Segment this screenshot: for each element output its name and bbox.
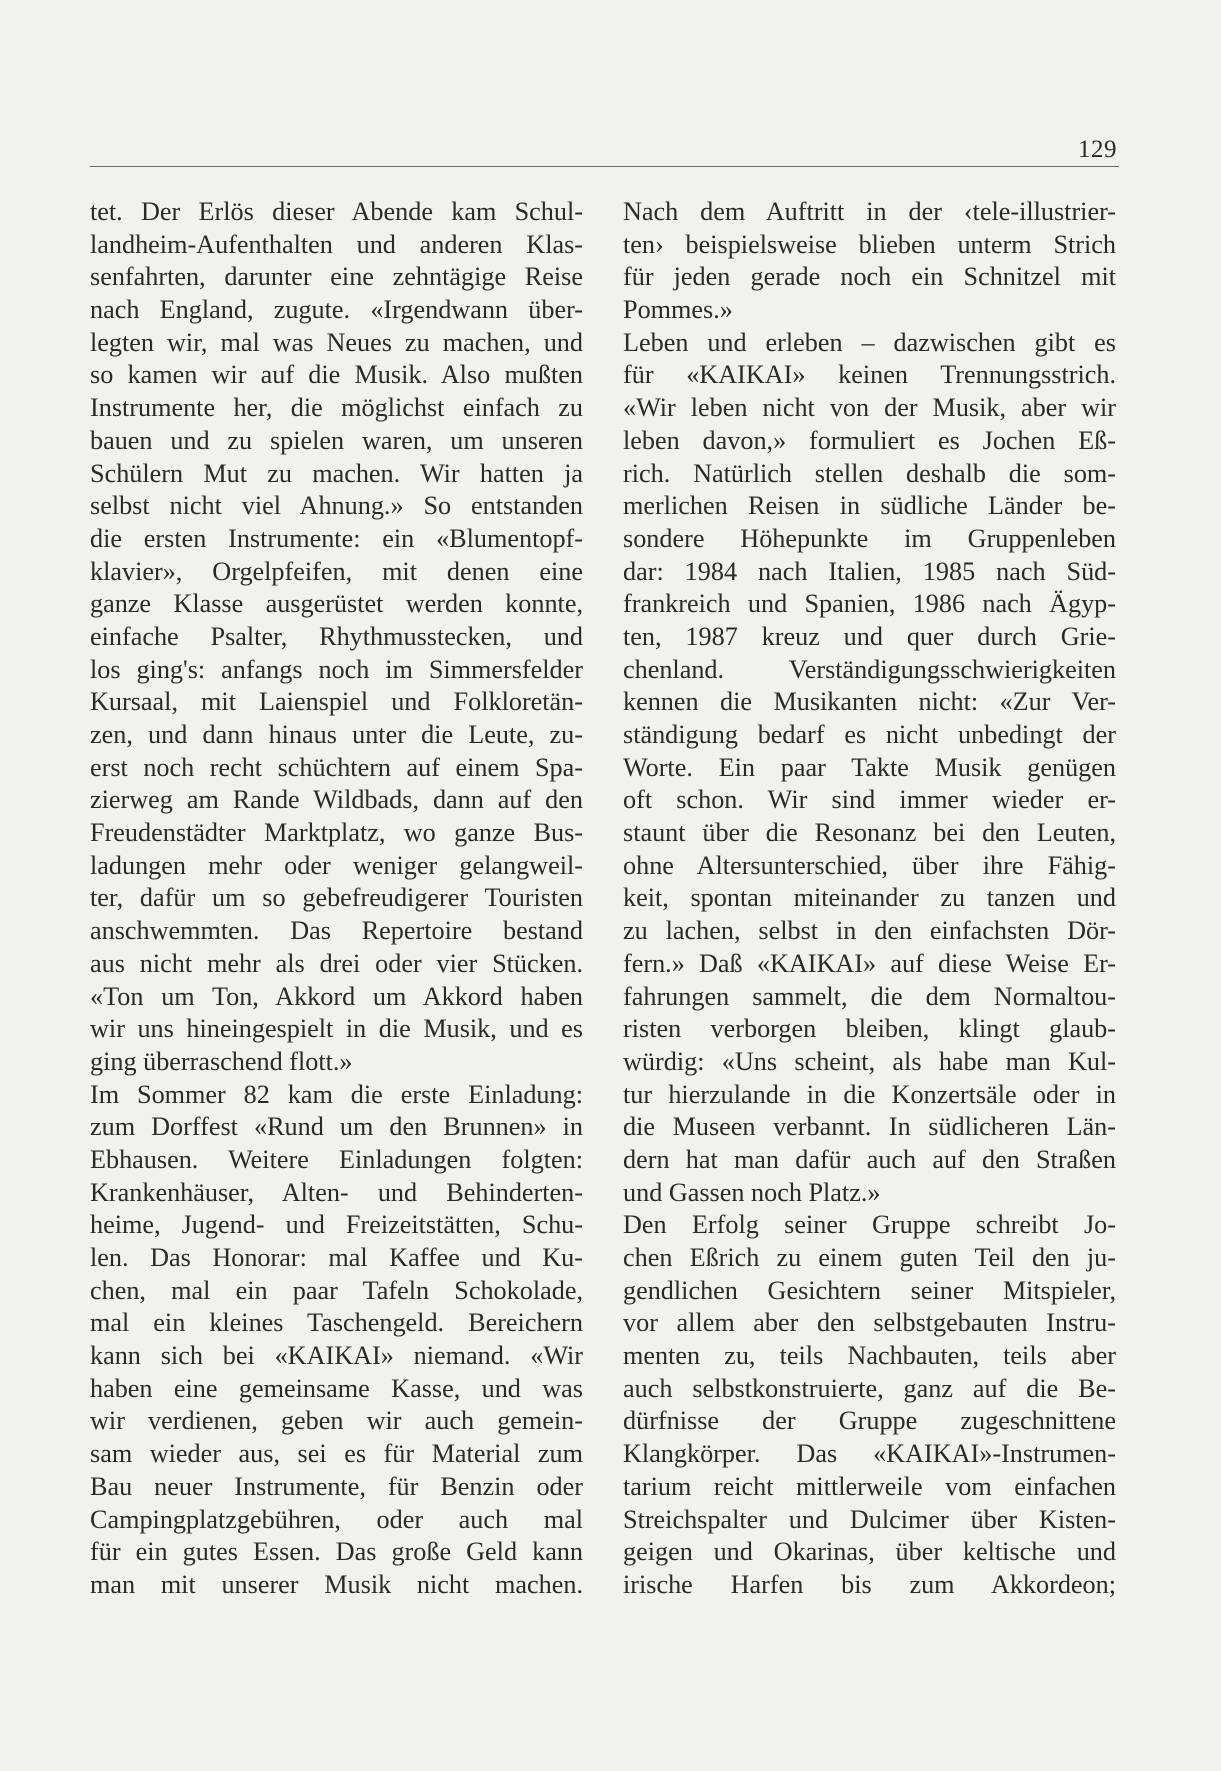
text-line: Nach dem Auftritt in der ‹tele-illustrier- <box>623 197 1116 226</box>
text-line: ging überraschend flott.» <box>90 1046 353 1076</box>
text-line: Bau neuer Instrumente, für Benzin oder <box>90 1471 583 1501</box>
text-line: dar: 1984 nach Italien, 1985 nach Süd- <box>623 556 1116 586</box>
text-line: oft schon. Wir sind immer wieder er- <box>623 785 1116 815</box>
text-line: Ebhausen. Weitere Einladungen folgten: <box>90 1144 583 1174</box>
text-line: ohne Altersunterschied, über ihre Fähig- <box>623 850 1116 880</box>
text-line: bauen und zu spielen waren, um unseren <box>90 425 583 455</box>
text-line: Kursaal, mit Laienspiel und Folkloretän- <box>90 687 583 717</box>
text-line: senfahrten, darunter eine zehntägige Reise <box>90 262 583 292</box>
text-line: nach England, zugute. «Irgendwann über- <box>90 295 583 325</box>
text-line: merlichen Reisen in südliche Länder be- <box>623 491 1116 521</box>
text-line: ständigung bedarf es nicht unbedingt der <box>623 720 1116 749</box>
text-line: tur hierzulande in die Konzertsäle oder in <box>623 1079 1116 1109</box>
page-number: 129 <box>1078 136 1117 163</box>
text-line: aus nicht mehr als drei oder vier Stücken. <box>90 948 583 978</box>
text-line: für «KAIKAI» keinen Trennungsstrich. <box>623 360 1116 390</box>
text-line: los ging's: anfangs noch im Simmersfelder <box>90 654 583 684</box>
text-line: «Ton um Ton, Akkord um Akkord haben <box>90 981 583 1011</box>
text-line: erst noch recht schüchtern auf einem Spa- <box>90 752 583 782</box>
text-line: legten wir, mal was Neues zu machen, und <box>90 327 583 357</box>
right-column <box>623 196 1116 1602</box>
text-line: zum Dorffest «Rund um den Brunnen» in <box>90 1112 583 1142</box>
text-line: Leben und erleben – dazwischen gibt es <box>623 327 1116 357</box>
text-line: ter, dafür um so gebefreudigerer Touristen <box>90 883 583 913</box>
text-line: die Museen verbannt. In südlicheren Län- <box>623 1112 1116 1142</box>
text-line: die ersten Instrumente: ein «Blumentopf- <box>90 523 583 553</box>
text-line: sondere Höhepunkte im Gruppenleben <box>623 523 1116 553</box>
text-line: «Wir leben nicht von der Musik, aber wir <box>623 393 1116 423</box>
text-line: Krankenhäuser, Alten- und Behinderten- <box>90 1177 583 1207</box>
text-line: ladungen mehr oder weniger gelangweil- <box>90 850 583 880</box>
text-line: ten› beispielsweise blieben unterm Strich <box>623 229 1116 259</box>
text-line: für ein gutes Essen. Das große Geld kann <box>90 1537 583 1567</box>
text-line: rich. Natürlich stellen deshalb die som- <box>623 458 1116 488</box>
text-line: keit, spontan miteinander zu tanzen und <box>623 883 1116 913</box>
text-line: landheim-Aufenthalten und anderen Klas- <box>90 229 583 259</box>
text-line: ganze Klasse ausgerüstet werden konnte, <box>90 589 583 619</box>
text-line: fern.» Daß «KAIKAI» auf diese Weise Er- <box>623 948 1116 978</box>
text-line: selbst nicht viel Ahnung.» So entstanden <box>90 491 583 521</box>
text-line: anschwemmten. Das Repertoire bestand <box>90 916 583 946</box>
text-line: zierweg am Rande Wildbads, dann auf den <box>90 785 583 815</box>
text-line: klavier», Orgelpfeifen, mit denen eine <box>90 556 583 586</box>
text-line: dürfnisse der Gruppe zugeschnittene <box>623 1406 1116 1436</box>
text-line: kann sich bei «KAIKAI» niemand. «Wir <box>90 1341 583 1371</box>
text-line: Schülern Mut zu machen. Wir hatten ja <box>90 458 583 488</box>
text-line: mal ein kleines Taschengeld. Bereichern <box>90 1308 583 1338</box>
text-line: für jeden gerade noch ein Schnitzel mit <box>623 262 1116 292</box>
text-line: gendlichen Gesichtern seiner Mitspieler, <box>623 1275 1116 1305</box>
text-line: risten verborgen bleiben, klingt glaub- <box>623 1014 1116 1044</box>
text-line: Streichspalter und Dulcimer über Kisten- <box>623 1504 1116 1534</box>
text-line: zu lachen, selbst in den einfachsten Dör- <box>623 916 1116 946</box>
text-line: ten, 1987 kreuz und quer durch Grie- <box>623 621 1116 651</box>
text-line: man mit unserer Musik nicht machen. <box>90 1569 583 1599</box>
text-line: Campingplatzgebühren, oder auch mal <box>90 1504 583 1534</box>
text-line: Im Sommer 82 kam die erste Einladung: <box>90 1079 583 1109</box>
text-line: Klangkörper. Das «KAIKAI»-Instrumen- <box>623 1439 1116 1469</box>
text-line: wir uns hineingespielt in die Musik, und es <box>90 1014 583 1044</box>
text-line: dern hat man dafür auch auf den Straßen <box>623 1144 1116 1174</box>
text-line: leben davon,» formuliert es Jochen Eß- <box>623 425 1116 455</box>
text-line: Freudenstädter Marktplatz, wo ganze Bus- <box>90 818 583 848</box>
text-line: Worte. Ein paar Takte Musik genügen <box>623 752 1116 782</box>
text-line: chenland. Verständigungsschwierigkeiten <box>623 654 1116 684</box>
text-line: Den Erfolg seiner Gruppe schreibt Jo- <box>623 1210 1116 1240</box>
text-line: kennen die Musikanten nicht: «Zur Ver- <box>623 687 1116 717</box>
text-line: würdig: «Uns scheint, als habe man Kul- <box>623 1046 1116 1076</box>
text-line: tet. Der Erlös dieser Abende kam Schul- <box>90 197 583 226</box>
text-line: geigen und Okarinas, über keltische und <box>623 1537 1116 1567</box>
text-line: heime, Jugend- und Freizeitstätten, Schu- <box>90 1210 583 1240</box>
text-line: haben eine gemeinsame Kasse, und was <box>90 1373 583 1403</box>
text-line: fahrungen sammelt, die dem Normaltou- <box>623 981 1116 1011</box>
text-line: chen Eßrich zu einem guten Teil den ju- <box>623 1243 1116 1272</box>
text-line: irische Harfen bis zum Akkordeon; <box>623 1569 1116 1599</box>
text-line: wir verdienen, geben wir auch gemein- <box>90 1406 583 1436</box>
text-line: Pommes.» <box>623 295 733 325</box>
text-line: tarium reicht mittlerweile vom einfachen <box>623 1471 1116 1501</box>
text-line: auch selbstkonstruierte, ganz auf die Be- <box>623 1373 1116 1403</box>
left-column <box>90 196 583 1602</box>
header-rule <box>90 166 1119 167</box>
text-line: menten zu, teils Nachbauten, teils aber <box>623 1341 1116 1371</box>
text-line: vor allem aber den selbstgebauten Instru- <box>623 1308 1116 1338</box>
text-line: frankreich und Spanien, 1986 nach Ägyp- <box>623 589 1116 619</box>
text-line: staunt über die Resonanz bei den Leuten, <box>623 818 1116 848</box>
text-line: sam wieder aus, sei es für Material zum <box>90 1439 583 1469</box>
text-line: len. Das Honorar: mal Kaffee und Ku- <box>90 1243 583 1272</box>
text-line: und Gassen noch Platz.» <box>623 1177 881 1207</box>
text-line: Instrumente her, die möglichst einfach zu <box>90 393 583 423</box>
text-line: zen, und dann hinaus unter die Leute, zu- <box>90 720 583 749</box>
text-line: so kamen wir auf die Musik. Also mußten <box>90 360 583 390</box>
text-line: einfache Psalter, Rhythmusstecken, und <box>90 621 583 651</box>
text-line: chen, mal ein paar Tafeln Schokolade, <box>90 1275 583 1305</box>
